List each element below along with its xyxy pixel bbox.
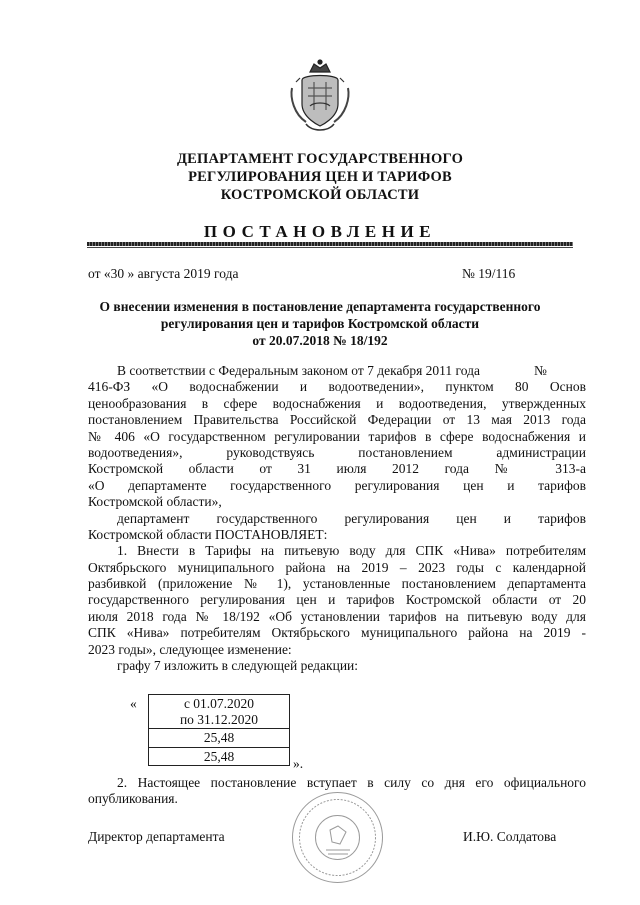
item1-line-5: июля 2018 года № 18/192 «Об установлении тарифов на питьевую воду для — [88, 608, 586, 624]
title-line-1: О внесении изменения в постановление департамента государственного — [99, 299, 541, 314]
signature-name: И.Ю. Солдатова — [463, 829, 557, 844]
document-date: от «30 » августа 2019 года — [88, 266, 239, 281]
header-divider — [87, 242, 573, 246]
document-type: ПОСТАНОВЛЕНИЕ — [203, 222, 437, 241]
preamble-line-1-text: В соответствии с Федеральным законом от 7 декабря 2011 года — [117, 363, 480, 378]
title-line-3: от 20.07.2018 № 18/192 — [252, 333, 388, 348]
signature-role: Директор департамента — [88, 829, 225, 844]
column-instruction: графу 7 изложить в следующей редакции: — [117, 658, 359, 674]
tariff-table — [148, 694, 290, 766]
department-name — [0, 150, 640, 204]
document-title — [0, 298, 640, 349]
header-divider-thin — [87, 247, 573, 248]
preamble-line-4: постановлением Правительства Российской Федерации от 13 мая 2013 года — [88, 412, 586, 428]
document-body — [88, 363, 586, 674]
department-line-2: РЕГУЛИРОВАНИЯ ЦЕН И ТАРИФОВ — [188, 169, 452, 185]
period-from: с 01.07.2020 — [183, 696, 255, 711]
table-row — [149, 729, 290, 748]
item1-line-6: СПК «Нива» потребителям Октябрьского муниципального района на 2019 - — [88, 625, 586, 641]
document-number: № 19/116 — [462, 266, 516, 281]
preamble-line-3: ценообразования в сфере водоснабжения и водоотведения, утвержденных — [88, 395, 586, 411]
table-row — [149, 747, 290, 766]
coat-of-arms-icon — [288, 58, 352, 138]
preamble-num-sign: № — [533, 363, 547, 378]
department-line-1: ДЕПАРТАМЕНТ ГОСУДАРСТВЕННОГО — [176, 151, 464, 167]
preamble-line-8: «О департаменте государственного регулирования цен и тарифов — [88, 477, 586, 493]
item2-line-2: опубликования. — [88, 791, 178, 807]
resolve-line-2: Костромской области ПОСТАНОВЛЯЕТ: — [88, 526, 328, 542]
department-line-3: КОСТРОМСКОЙ ОБЛАСТИ — [220, 187, 420, 203]
preamble-line-2: 416-ФЗ «О водоснабжении и водоотведении», пунктом 80 Основ — [88, 379, 586, 395]
period-to: по 31.12.2020 — [179, 711, 259, 727]
tariff-value-1: 25,48 — [149, 729, 290, 748]
preamble-line-9: Костромской области», — [88, 494, 222, 510]
preamble-line-7: Костромской области от 31 июля 2012 года № 313-а — [88, 461, 586, 477]
item2-line-1: 2. Настоящее постановление вступает в силу со дня его официального — [117, 775, 586, 790]
period-cell — [149, 695, 290, 729]
preamble-line-5: № 406 «О государственном регулировании тарифов в сфере водоснабжения и — [88, 428, 586, 444]
table-quote-close: ». — [293, 756, 304, 771]
table-quote-open: « — [130, 696, 137, 711]
table-row — [149, 695, 290, 729]
title-line-2: регулирования цен и тарифов Костромской области — [160, 316, 480, 331]
item1-line-4: государственного регулирования цен и тарифов Костромской области от 20 — [88, 592, 586, 608]
round-seal-icon — [290, 790, 385, 885]
resolve-line-1: департамент государственного регулирования цен и тарифов — [117, 510, 586, 526]
preamble-line-1 — [88, 363, 586, 379]
preamble-line-6: водоотведения», руководствуясь постановлением администрации — [88, 444, 586, 460]
item1-line-1: 1. Внести в Тарифы на питьевую воду для СПК «Нива» потребителям — [117, 543, 586, 559]
tariff-value-2: 25,48 — [149, 747, 290, 766]
item1-line-2: Октябрьского муниципального района на 2019 – 2023 годы с календарной — [88, 559, 586, 575]
item1-line-3: разбивкой (приложение № 1), установленные постановлением департамента — [88, 576, 586, 592]
item1-line-7: 2023 годы», следующее изменение: — [88, 641, 292, 657]
